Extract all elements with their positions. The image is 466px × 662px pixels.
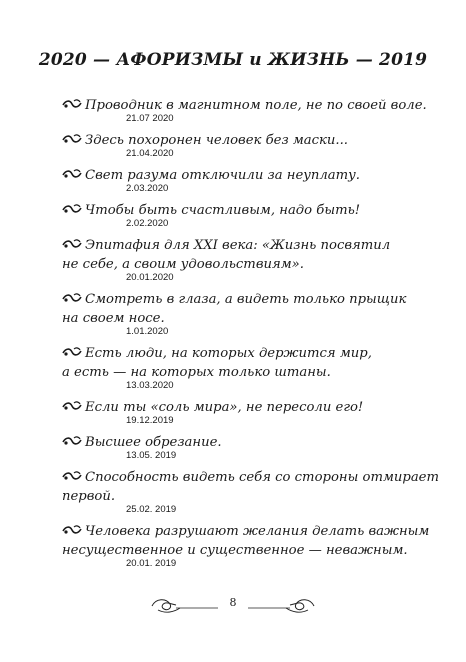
page-number: 8 (229, 596, 237, 609)
ornament-icon (62, 522, 82, 532)
aphorism-date: 25.02. 2019 (126, 504, 177, 515)
aphorism-item (62, 131, 412, 159)
ornament-icon (62, 96, 82, 106)
aphorism-text (62, 236, 412, 255)
aphorism-text (62, 201, 412, 220)
aphorism-text (62, 398, 412, 417)
ornament-icon (62, 433, 82, 443)
aphorism-line: Есть люди, на которых держится мир, (85, 346, 372, 361)
aphorism-item (62, 201, 412, 229)
aphorism-item (62, 166, 412, 194)
aphorism-line: не себе, а своим удовольствиям». (62, 257, 304, 272)
aphorism-line: Эпитафия для XXI века: «Жизнь посвятил (85, 238, 391, 253)
aphorism-date: 13.03.2020 (126, 380, 174, 391)
ornament-icon (62, 290, 82, 300)
page-footer (0, 594, 466, 618)
aphorism-text (62, 290, 412, 309)
aphorism-line: Проводник в магнитном поле, не по своей воле. (85, 98, 427, 113)
aphorism-date: 13.05. 2019 (126, 450, 177, 461)
aphorism-line: Свет разума отключили за неуплату. (85, 168, 360, 183)
aphorism-date: 20.01. 2019 (126, 558, 177, 569)
aphorism-date: 21.07 2020 (126, 113, 174, 124)
aphorism-date: 1.01.2020 (126, 326, 169, 337)
aphorism-item (62, 468, 439, 515)
aphorism-line: первой. (62, 489, 116, 504)
aphorism-item (62, 433, 412, 461)
aphorism-date: 21.04.2020 (126, 148, 174, 159)
aphorism-line: на своем носе. (62, 311, 165, 326)
ornament-icon (62, 166, 82, 176)
aphorism-text (62, 522, 430, 541)
ornament-icon (62, 201, 82, 211)
aphorism-text (62, 541, 412, 560)
aphorism-line: Высшее обрезание. (85, 435, 222, 450)
aphorism-item (62, 522, 430, 569)
aphorism-text (62, 468, 439, 487)
aphorism-text (62, 166, 412, 185)
aphorism-item (62, 344, 412, 391)
aphorism-item (62, 236, 412, 283)
aphorism-date: 2.02.2020 (126, 218, 169, 229)
aphorism-text (62, 344, 412, 363)
aphorism-line: несущественное и существенное — неважным. (62, 543, 408, 558)
aphorism-item (62, 96, 427, 124)
aphorism-date: 20.01.2020 (126, 272, 174, 283)
aphorism-date: 2.03.2020 (126, 183, 169, 194)
aphorism-item (62, 398, 412, 426)
aphorism-text (62, 96, 427, 115)
ornament-icon (62, 131, 82, 141)
aphorism-line: Способность видеть себя со стороны отмирает (85, 470, 439, 485)
aphorism-line: Если ты «соль мира», не пересоли его! (85, 400, 364, 415)
aphorism-line: Здесь похоронен человек без маски... (85, 133, 348, 148)
page-title: 2020 — АФОРИЗМЫ и ЖИЗНЬ — 2019 (38, 50, 428, 70)
ornament-icon (62, 236, 82, 246)
aphorism-item (62, 290, 412, 337)
ornament-icon (62, 468, 82, 478)
ornament-icon (62, 398, 82, 408)
aphorism-date: 19.12.2019 (126, 415, 174, 426)
aphorism-line: а есть — на которых только штаны. (62, 365, 331, 380)
aphorism-list (62, 96, 439, 576)
aphorism-line: Человека разрушают желания делать важным (85, 524, 430, 539)
aphorism-line: Чтобы быть счастливым, надо быть! (85, 203, 361, 218)
ornament-icon (62, 344, 82, 354)
aphorism-line: Смотреть в глаза, а видеть только прыщик (85, 292, 407, 307)
